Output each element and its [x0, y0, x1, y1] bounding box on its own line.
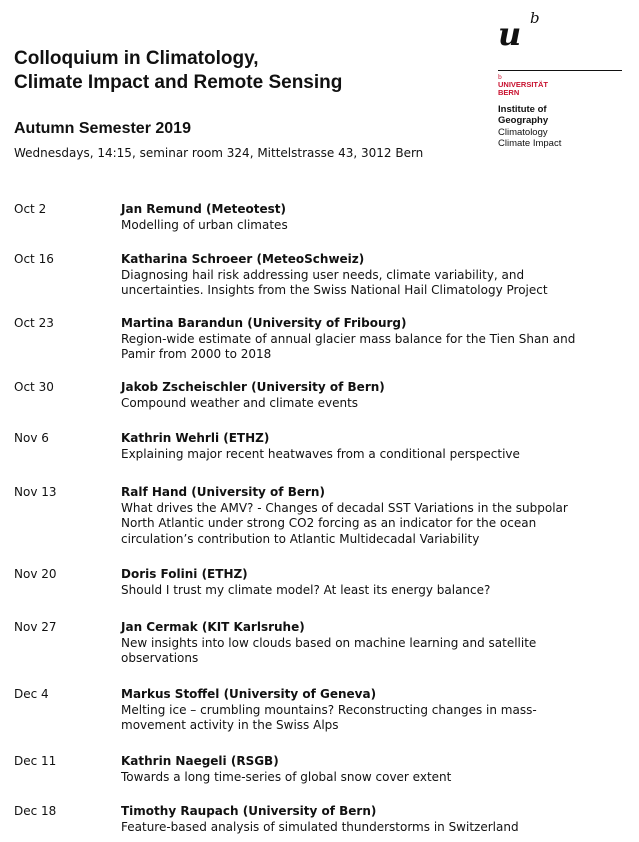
- talk-date: Dec 11: [14, 754, 57, 768]
- talk-date: Dec 18: [14, 804, 57, 818]
- talk-date: Oct 23: [14, 316, 54, 330]
- talk-speaker: Timothy Raupach (University of Bern): [121, 804, 377, 818]
- logo-university-line-2: BERN: [498, 88, 520, 97]
- talk-date: Nov 27: [14, 620, 57, 634]
- talk-date: Nov 6: [14, 431, 49, 445]
- talk-speaker: Katharina Schroeer (MeteoSchweiz): [121, 252, 365, 266]
- talk-topic-line: What drives the AMV? - Changes of decadal SST Variations in the subpolar: [121, 500, 568, 515]
- talk-topic-line: movement activity in the Swiss Alps: [121, 718, 339, 732]
- talk-topic-line: Melting ice – crumbling mountains? Reconstructing changes in mass-: [121, 702, 537, 717]
- talk-speaker: Jakob Zscheischler (University of Bern): [121, 380, 385, 394]
- talk-topic-line: Compound weather and climate events: [121, 395, 359, 410]
- logo-institute-name: [498, 104, 623, 126]
- talk-topic-line: North Atlantic under strong CO2 forcing as an indicator for the ocean: [121, 516, 537, 530]
- talk-date: Oct 2: [14, 202, 47, 216]
- title-line-1: Colloquium in Climatology,: [14, 48, 259, 69]
- talk-date: Oct 30: [14, 380, 54, 394]
- talk-topic-line: Pamir from 2000 to 2018: [121, 347, 272, 361]
- logo-mark: u: [498, 15, 522, 53]
- talk-date: Dec 4: [14, 687, 49, 701]
- logo-institute-line-1: Institute of: [498, 104, 547, 115]
- talk-speaker: Kathrin Naegeli (RSGB): [121, 754, 279, 768]
- talk-topic-line: Should I trust my climate model? At least its energy balance?: [121, 582, 491, 597]
- talk-topic-line: Diagnosing hail risk addressing user needs, climate variability, and: [121, 267, 525, 282]
- semester-heading: Autumn Semester 2019: [14, 120, 191, 137]
- university-logo: [498, 10, 626, 160]
- talk-speaker: Markus Stoffel (University of Geneva): [121, 687, 377, 701]
- logo-mark-small: b: [498, 74, 502, 81]
- logo-unit-line-2: Climate Impact: [498, 138, 562, 149]
- logo-university-name: [498, 81, 623, 97]
- logo-unit-name: [498, 127, 623, 149]
- talk-topic-line: New insights into low clouds based on machine learning and satellite: [121, 635, 537, 650]
- talk-speaker: Jan Remund (Meteotest): [121, 202, 286, 216]
- logo-divider: [498, 70, 622, 71]
- talk-topic-line: Feature-based analysis of simulated thunderstorms in Switzerland: [121, 819, 519, 834]
- talk-speaker: Kathrin Wehrli (ETHZ): [121, 431, 270, 445]
- talk-topic-line: Region-wide estimate of annual glacier mass balance for the Tien Shan and: [121, 331, 576, 346]
- talk-date: Nov 13: [14, 485, 57, 499]
- talk-topic-line: Towards a long time-series of global snow cover extent: [121, 769, 452, 784]
- page-title: [14, 47, 474, 95]
- talk-topic-line: circulation’s contribution to Atlantic Multidecadal Variability: [121, 531, 480, 546]
- talk-speaker: Martina Barandun (University of Fribourg): [121, 316, 407, 330]
- talk-date: Oct 16: [14, 252, 54, 266]
- talk-speaker: Doris Folini (ETHZ): [121, 567, 248, 581]
- talk-topic-line: uncertainties. Insights from the Swiss National Hail Climatology Project: [121, 283, 548, 297]
- logo-university-line-1: UNIVERSITÄT: [498, 80, 549, 89]
- logo-mark-superscript: b: [530, 9, 540, 27]
- talk-topic-line: observations: [121, 651, 199, 665]
- talk-date: Nov 20: [14, 567, 57, 581]
- talk-topic-line: Modelling of urban climates: [121, 217, 288, 232]
- title-line-2: Climate Impact and Remote Sensing: [14, 72, 343, 93]
- schedule-details: Wednesdays, 14:15, seminar room 324, Mittelstrasse 43, 3012 Bern: [14, 146, 424, 160]
- talk-speaker: Ralf Hand (University of Bern): [121, 485, 325, 499]
- logo-institute-line-2: Geography: [498, 115, 549, 126]
- talk-speaker: Jan Cermak (KIT Karlsruhe): [121, 620, 305, 634]
- talk-topic-line: Explaining major recent heatwaves from a conditional perspective: [121, 446, 520, 461]
- logo-unit-line-1: Climatology: [498, 127, 548, 138]
